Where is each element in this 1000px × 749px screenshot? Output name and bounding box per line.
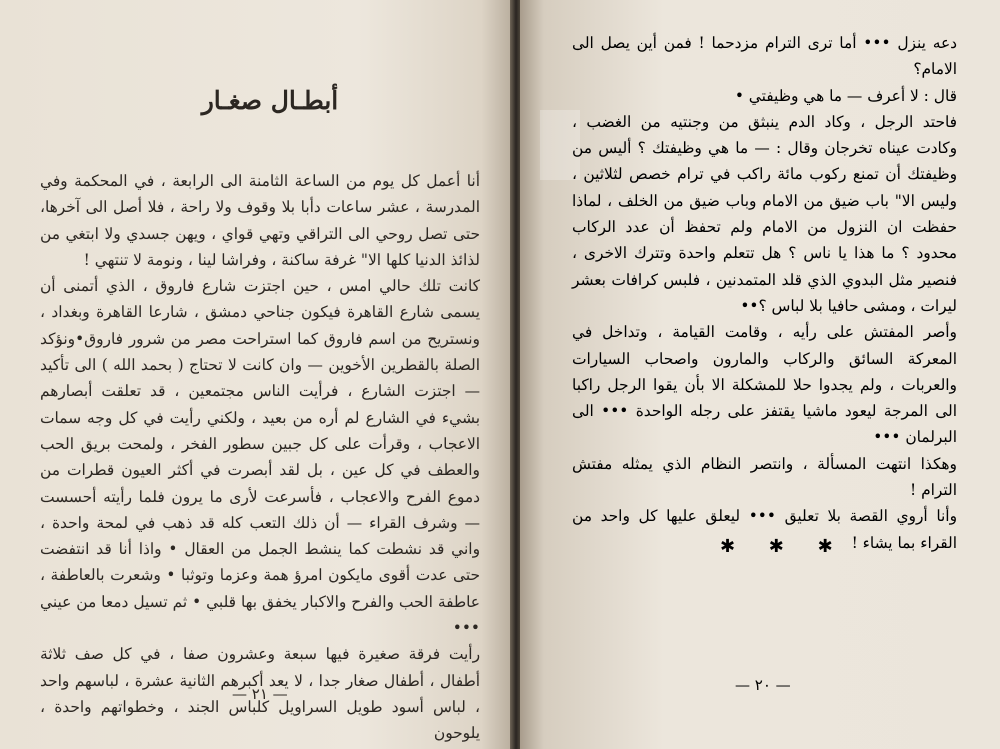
right-page-body [572,30,957,556]
paragraph: دعه ينزل ••• أما ترى الترام مزدحما ! فمن أين يصل الى الامام؟ [572,34,957,79]
paragraph: قال : لا أعرف — ما هي وظيفتي • [734,86,957,105]
section-ornament: ✱ ✱ ✱ [720,536,847,557]
chapter-title: أبطـال صغـار [201,86,339,115]
paragraph: وأنا أروي القصة بلا تعليق ••• ليعلق عليها كل واحد من القراء بما يشاء ! [572,507,957,552]
paragraph: رأيت فرقة صغيرة فيها سبعة وعشرون صفا ، في كل صف ثلاثة أطفال ، أطفال صغار جدا ، لا يعد أكبرهم الثانية عشرة ، لباسهم واحد ، لباس أسود طويل السراويل كلباس الجند ، وخطواتهم واحدة ، يلوحون [40,645,480,743]
page-number: — ٢٠ — [735,676,791,694]
paragraph: كانت تلك حالي امس ، حين اجتزت شارع فاروق ، الذي أتمنى أن يسمى شارع القاهرة فيكون جناحي دمشق ، شارعا القاهرة وبغداد ، ونستريح من اسم فاروق كما استراحت مصر من شرور فاروق•ونؤكد الصلة بالقطرين الأخوين — وان كانت لا تحتاج ( بحمد الله ) الى تأكيد — اجتزت الشارع ، فرأيت الناس مجتمعين ، قد تعلقت أبصارهم بشيء في الشارع لم أره من بعيد ، ولكني رأيت في كل وجه سمات الاعجاب ، وقرأت على كل جبين سطور الفخر ، ولمحت بريق الحب والعطف في كل عين ، بل لقد أبصرت في أكثر العيون قطرات من دموع الفرح والاعجاب ، فأسرعت لأرى ما يرون فلما رأيته أحسست — وشرف القراء — أن ذلك التعب كله قد ذهب في لمحة واحدة ، واني قد نشطت كما ينشط الجمل من العقال • واذا أنا قد انتفضت حتى عدت أقوى مايكون امرؤ همة وعزما وتوثبا • وشعرت بالعاطفة ، عاطفة الحب والفرح والاكبار يخفق بها قلبي • ثم تسيل دمعا من عيني ••• [40,277,480,638]
paragraph: وهكذا انتهت المسألة ، وانتصر النظام الذي يمثله مفتش الترام ! [572,454,957,500]
paragraph: أنا أعمل كل يوم من الساعة الثامنة الى الرابعة ، في المحكمة وفي المدرسة ، عشر ساعات دأبا بلا وقوف ولا راحة ، فلا أصل الى آخرها، حتى تصل روحي الى التراقي وتهي قواي ، ويهن جسدي ولا ابتغي من لذائذ الدنيا كلها الا" غرفة ساكنة ، وفراشا لينا ، ونومة لا تنتهي ! [40,172,480,269]
paragraph: فاحتد الرجل ، وكاد الدم ينبثق من وجنتيه من الغضب ، وكادت عيناه تخرجان وقال : — ما هي وظيفتك ؟ أليس من وظيفتك أن تمنع ركوب مائة راكب في ترام خصص لثلاثين ، وليس الا" باب ضيق من الامام وباب ضيق من الخلف ، لماذا حفظت ان النزول من الامام ولم تحفظ أن عدد الركاب محدود ؟ ما هذا يا ناس ؟ هل تتعلم واحدة وتترك الاخرى ، فنصير مثل البدوي الذي قلد المتمدنين ، فلبس كرافات بعشر ليرات ، ومشى حافيا بلا لباس ؟•• [572,112,957,315]
paragraph: وأصر المفتش على رأيه ، وقامت القيامة ، وتداخل في المعركة السائق والركاب والمارون واصحاب السيارات والعربات ، ولم يجدوا حلا للمشكلة الا بأن يقوا الرجل راكبا الى المرجة ليعود ماشيا يقتفز على رجله الواحدة ••• الى البرلمان ••• [572,323,957,447]
left-page-body [40,168,480,747]
page-number: — ٢١ — [232,685,288,703]
